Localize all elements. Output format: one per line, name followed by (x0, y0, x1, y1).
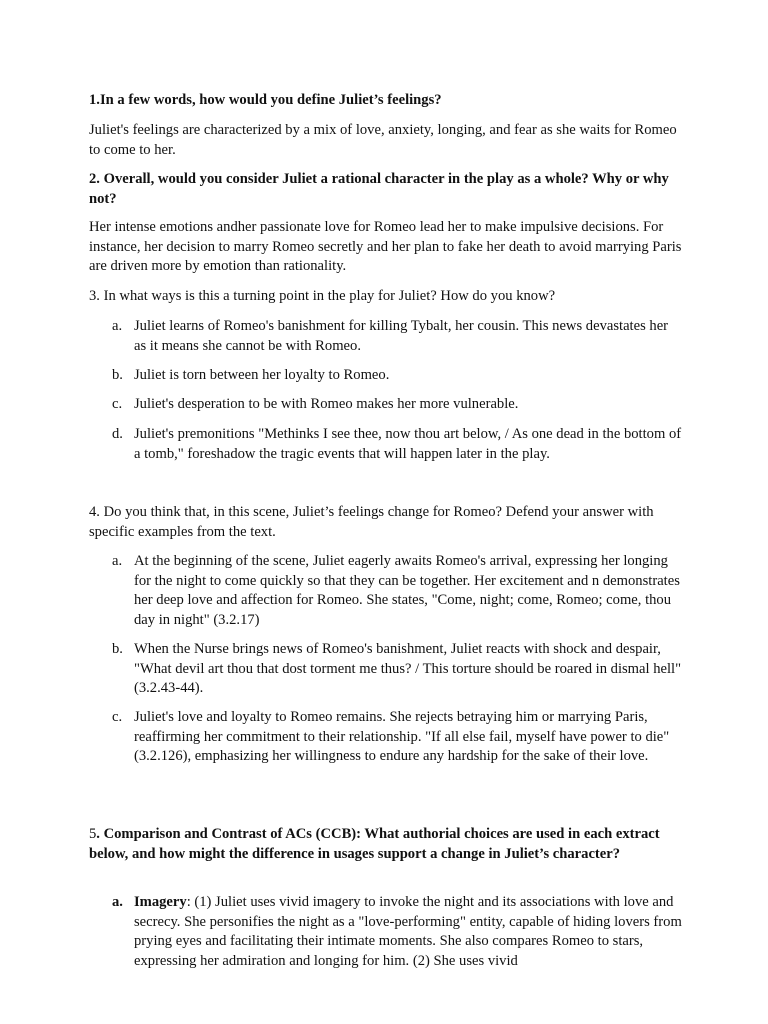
list-marker: b. (112, 641, 123, 657)
list-marker: a. (112, 894, 123, 910)
question-1: 1.In a few words, how would you define Juliet’s feelings? (89, 92, 442, 108)
list-item (112, 425, 682, 464)
list-item-text: Juliet's love and loyalty to Romeo remains. She rejects betraying him or marrying Paris, reaffirming her commitment to their relationship. "If all else fail, myself have power to die" (3.2.126), emphasizing her willingness to endure any hardship for the sake of their love. (134, 709, 670, 764)
list-item-text: Juliet's desperation to be with Romeo makes her more vulnerable. (134, 396, 519, 412)
list-item (112, 893, 682, 971)
list-item (112, 640, 682, 699)
answer-2: Her intense emotions andher passionate love for Romeo lead her to make impulsive decisions. For instance, her decision to marry Romeo secretly and her plan to fake her death to avoid marrying Paris are driven more by emotion than rationality. (89, 219, 682, 274)
question-5 (89, 825, 689, 864)
list-marker: a. (112, 553, 123, 569)
list-marker: c. (112, 396, 123, 412)
list-item-text: Juliet learns of Romeo's banishment for killing Tybalt, her cousin. This news devastates her as it means she cannot be with Romeo. (134, 318, 669, 354)
list-item (112, 552, 682, 630)
question-5-number: 5 (89, 826, 97, 842)
question-5-text: . Comparison and Contrast of ACs (CCB): What authorial choices are used in each extract below, and how might the difference in usages support a change in Juliet’s character? (89, 826, 660, 862)
list-item-term: Imagery (134, 894, 187, 910)
question-3: 3. In what ways is this a turning point in the play for Juliet? How do you know? (89, 288, 556, 304)
list-item-body: : (1) Juliet uses vivid imagery to invoke the night and its associations with love and secrecy. She personifies the night as a "love-performing" entity, capable of hiding lovers from prying eyes and facilitating their intimate moments. She also compares Romeo to stars, expressing her admiration and longing for him. (2) She uses vivid (134, 894, 682, 969)
list-item-text: When the Nurse brings news of Romeo's banishment, Juliet reacts with shock and despair, "What devil art thou that dost torment me thus? / This torture should be roared in dismal hell" (3.2.43-44). (134, 641, 682, 696)
list-item (112, 708, 682, 767)
list-item-text (134, 893, 682, 971)
question-2: 2. Overall, would you consider Juliet a rational character in the play as a whole? Why or why not? (89, 171, 669, 207)
answer-1: Juliet's feelings are characterized by a mix of love, anxiety, longing, and fear as she waits for Romeo to come to her. (89, 122, 677, 158)
list-item (112, 366, 682, 386)
question-4: 4. Do you think that, in this scene, Juliet’s feelings change for Romeo? Defend your answer with specific examples from the text. (89, 504, 654, 540)
list-marker: a. (112, 318, 123, 334)
list-marker: d. (112, 426, 123, 442)
list-item-text: Juliet's premonitions "Methinks I see thee, now thou art below, / As one dead in the bottom of a tomb," foreshadow the tragic events that will happen later in the play. (134, 426, 682, 462)
list-item-text: Juliet is torn between her loyalty to Romeo. (134, 367, 390, 383)
list-marker: c. (112, 709, 123, 725)
list-marker: b. (112, 367, 123, 383)
list-item-text: At the beginning of the scene, Juliet eagerly awaits Romeo's arrival, expressing her longing for the night to come quickly so that they can be together. Her excitement and n demonstrates her deep love and affection for Romeo. She states, "Come, night; come, Romeo; come, thou day in night" (3.2.17) (134, 553, 680, 628)
list-item (112, 395, 682, 415)
list-item (112, 317, 682, 356)
